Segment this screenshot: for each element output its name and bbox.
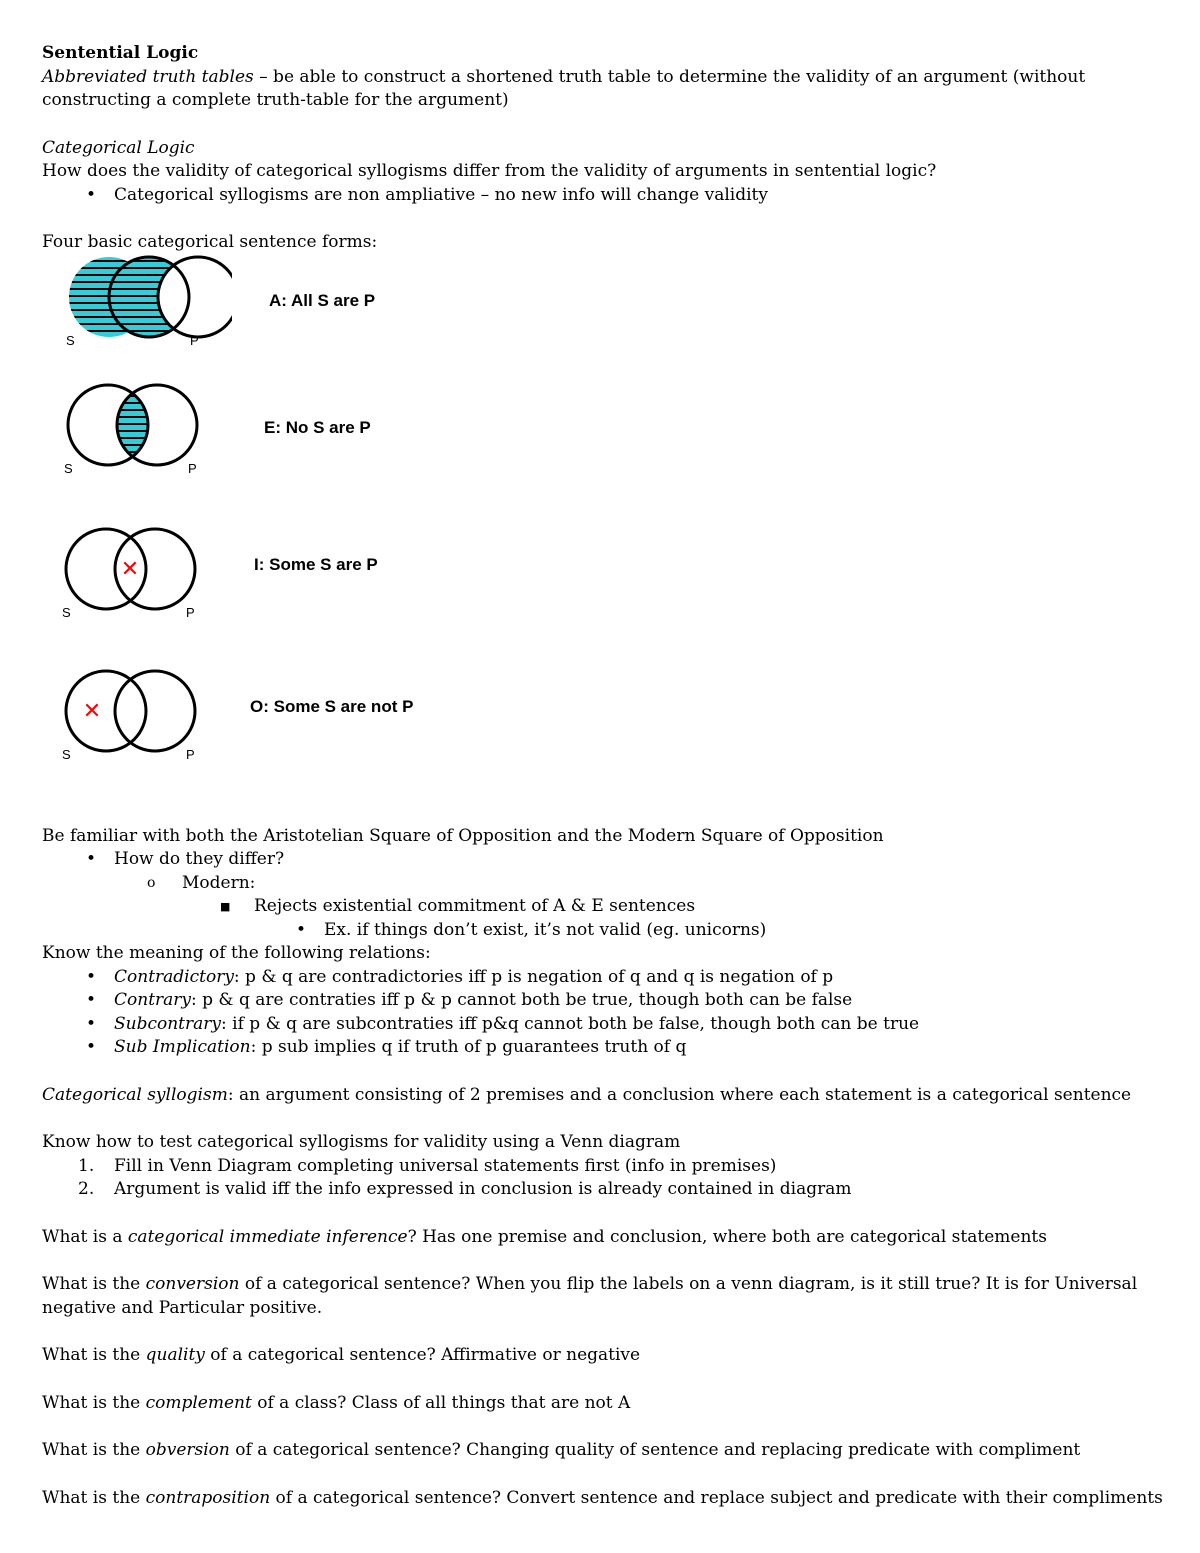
form-o-label: O: Some S are not P [250, 696, 414, 716]
list-item: • Categorical syllogisms are non ampliative – no new info will change validity [42, 184, 1162, 208]
qa-post: of a categorical sentence? Affirmative or negative [204, 1345, 641, 1365]
qa-pre: What is the [42, 1345, 146, 1365]
qa-item-line-2: negative and Particular positive. [42, 1297, 323, 1318]
relation-term: Contrary [114, 990, 192, 1010]
qa-post: ? Has one premise and conclusion, where both are categorical statements [407, 1226, 1047, 1247]
qa-item [42, 1344, 1162, 1368]
x-mark-icon: ✕ [120, 556, 140, 582]
forms-heading: Four basic categorical sentence forms: [42, 232, 378, 252]
relations-intro: Know the meaning of the following relations: [42, 943, 431, 963]
venn-diagrams [42, 255, 1162, 825]
relation-text: : p sub implies q if truth of p guarantees truth of q [250, 1037, 687, 1057]
syllogism-definition [42, 1084, 1162, 1108]
document-page [42, 42, 1162, 1510]
label-p: P [188, 460, 197, 476]
label-s: S [64, 460, 73, 476]
abbrev-text: – be able to construct a shortened truth table to determine the validity of an argument (without [253, 66, 1086, 87]
syllogism-text: : an argument consisting of 2 premises and a conclusion where each statement is a categorical sentence [227, 1084, 1132, 1105]
qa-item [42, 1226, 1162, 1250]
syllogism-term: Categorical syllogism [42, 1084, 228, 1105]
qa-pre: What is the [42, 1274, 146, 1294]
label-s: S [66, 332, 75, 348]
label-p: P [186, 746, 195, 762]
square-list [42, 848, 1162, 942]
abbrev-line-2: constructing a complete truth-table for the argument) [42, 90, 509, 110]
step-text: Argument is valid iff the info expressed in conclusion is already contained in diagram [114, 1179, 852, 1199]
list-item: • Ex. if things don’t exist, it’s not valid (eg. unicorns) [42, 919, 1162, 943]
list-item [42, 1036, 1162, 1060]
qa-item [42, 1487, 1162, 1511]
relation-term: Sub Implication [114, 1037, 251, 1057]
abbrev-line-1 [42, 66, 1162, 90]
page-title: Sentential Logic [42, 43, 199, 63]
venn-a-diagram [42, 255, 232, 350]
qa-pre: What is a [42, 1226, 128, 1247]
form-e-label: E: No S are P [264, 417, 371, 437]
qa-term: conversion [145, 1274, 240, 1294]
categorical-heading: Categorical Logic [42, 137, 195, 158]
x-mark-icon: ✕ [82, 698, 102, 724]
qa-pre: What is the [42, 1487, 146, 1508]
qa-pre: What is the [42, 1440, 146, 1460]
qa-item [42, 1273, 1162, 1297]
step-text: Fill in Venn Diagram completing universal statements first (info in premises) [114, 1155, 777, 1176]
square-intro: Be familiar with both the Aristotelian Square of Opposition and the Modern Square of Opposition [42, 825, 884, 846]
relation-term: Contradictory [114, 966, 234, 987]
label-p: P [186, 604, 195, 620]
venn-test-intro: Know how to test categorical syllogisms for validity using a Venn diagram [42, 1132, 681, 1152]
relation-text: : p & q are contradictories iff p is negation of q and q is negation of p [233, 966, 834, 987]
step-number: 2. [78, 1179, 95, 1199]
qa-term: complement [145, 1392, 252, 1413]
list-item [42, 989, 1162, 1013]
label-s: S [62, 746, 71, 762]
venn-o-diagram [42, 669, 232, 764]
circle-s [66, 671, 146, 751]
list-item [42, 1178, 1162, 1202]
qa-pre: What is the [42, 1392, 146, 1413]
qa-term: quality [145, 1345, 205, 1365]
relation-term: Subcontrary [114, 1013, 222, 1034]
form-i-label: I: Some S are P [254, 554, 378, 574]
list-item: ■ Rejects existential commitment of A & E sentences [42, 895, 1162, 919]
relations-list [42, 966, 1162, 1060]
categorical-question: How does the validity of categorical syllogisms differ from the validity of arguments in sentential logic? [42, 161, 937, 181]
qa-post: of a categorical sentence? Convert sentence and replace subject and predicate with their compliments [270, 1487, 1163, 1508]
list-item: o Modern: [42, 872, 1162, 896]
list-item [42, 1155, 1162, 1179]
qa-term: obversion [145, 1440, 230, 1460]
abbrev-term: Abbreviated truth tables [42, 66, 254, 87]
qa-item [42, 1392, 1162, 1416]
label-p: P [190, 332, 199, 348]
step-number: 1. [78, 1155, 95, 1176]
list-item [42, 966, 1162, 990]
relation-text: : p & q are contraties iff p & p cannot both be true, though both can be false [191, 990, 853, 1010]
venn-i-diagram [42, 527, 232, 622]
venn-e-diagram [42, 383, 232, 478]
venn-test-steps [42, 1155, 1162, 1202]
qa-term: contraposition [145, 1487, 271, 1508]
list-item: • How do they differ? [42, 848, 1162, 872]
label-s: S [62, 604, 71, 620]
relation-text: : if p & q are subcontraties iff p&q cannot both be false, though both can be true [221, 1013, 920, 1034]
qa-post: of a categorical sentence? When you flip the labels on a venn diagram, is it still true? It is for Universal [239, 1274, 1138, 1294]
list-item [42, 1013, 1162, 1037]
qa-post: of a class? Class of all things that are not A [251, 1392, 631, 1413]
form-a-label: A: All S are P [269, 290, 376, 310]
qa-item [42, 1439, 1162, 1463]
categorical-list [42, 184, 1162, 208]
qa-term: categorical immediate inference [127, 1226, 408, 1247]
circle-p [115, 671, 195, 751]
qa-post: of a categorical sentence? Changing quality of sentence and replacing predicate with compliment [229, 1440, 1081, 1460]
